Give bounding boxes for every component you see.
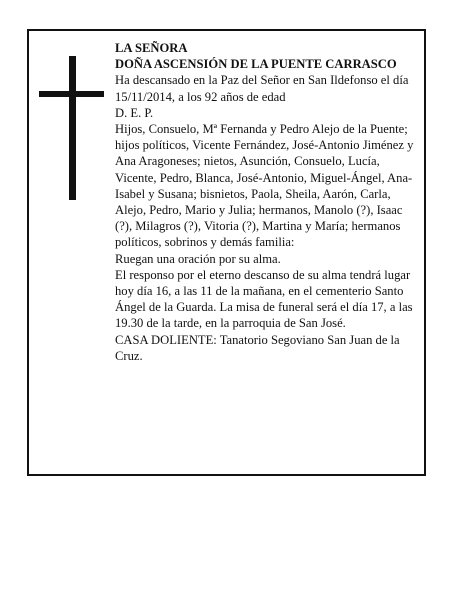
cross-horizontal-bar [39,91,104,97]
cross-vertical-bar [69,56,76,200]
family-list: Hijos, Consuelo, Mª Fernanda y Pedro Alejo de la Puente; hijos políticos, Vicente Fernández, José-Antonio Jiménez y Ana Aragoneses; nietos, Asunción, Consuelo, Lucía, Vicente, Pedro, Blanca, José-Antonio, Miguel-Ángel, Ana-Isabel y Susana; bisnietos, Paola, Sheila, Aarón, Carla, Alejo, Pedro, Mario y Julia; hermanos, Manolo (?), Isaac (?), Milagros (?), Vitoria (?), Martina y María; hermanos políticos, sobrinos y demás familia: [115,122,414,250]
rest-in-peace: D. E. P. [115,105,154,120]
notice-text [115,40,419,364]
prayer-request: Ruegan una oración por su alma. [115,251,281,266]
service-details: El responso por el eterno descanso de su alma tendrá lugar hoy día 16, a las 11 de la mañana, en el cementerio Santo Ángel de la Guarda. La misa de funeral será el día 17, a las 19.30 de la tarde, en la parroquia de San José. [115,267,413,331]
deceased-name: DOÑA ASCENSIÓN DE LA PUENTE CARRASCO [115,57,397,72]
death-announcement: Ha descansado en la Paz del Señor en San Ildefonso el día 15/11/2014, a los 92 años de edad [115,73,409,104]
notice-title-line1: LA SEÑORA [115,41,188,55]
mourning-house: CASA DOLIENTE: Tanatorio Segoviano San Juan de la Cruz. [115,332,400,363]
cross-icon [39,56,104,200]
obituary-notice [27,29,426,476]
